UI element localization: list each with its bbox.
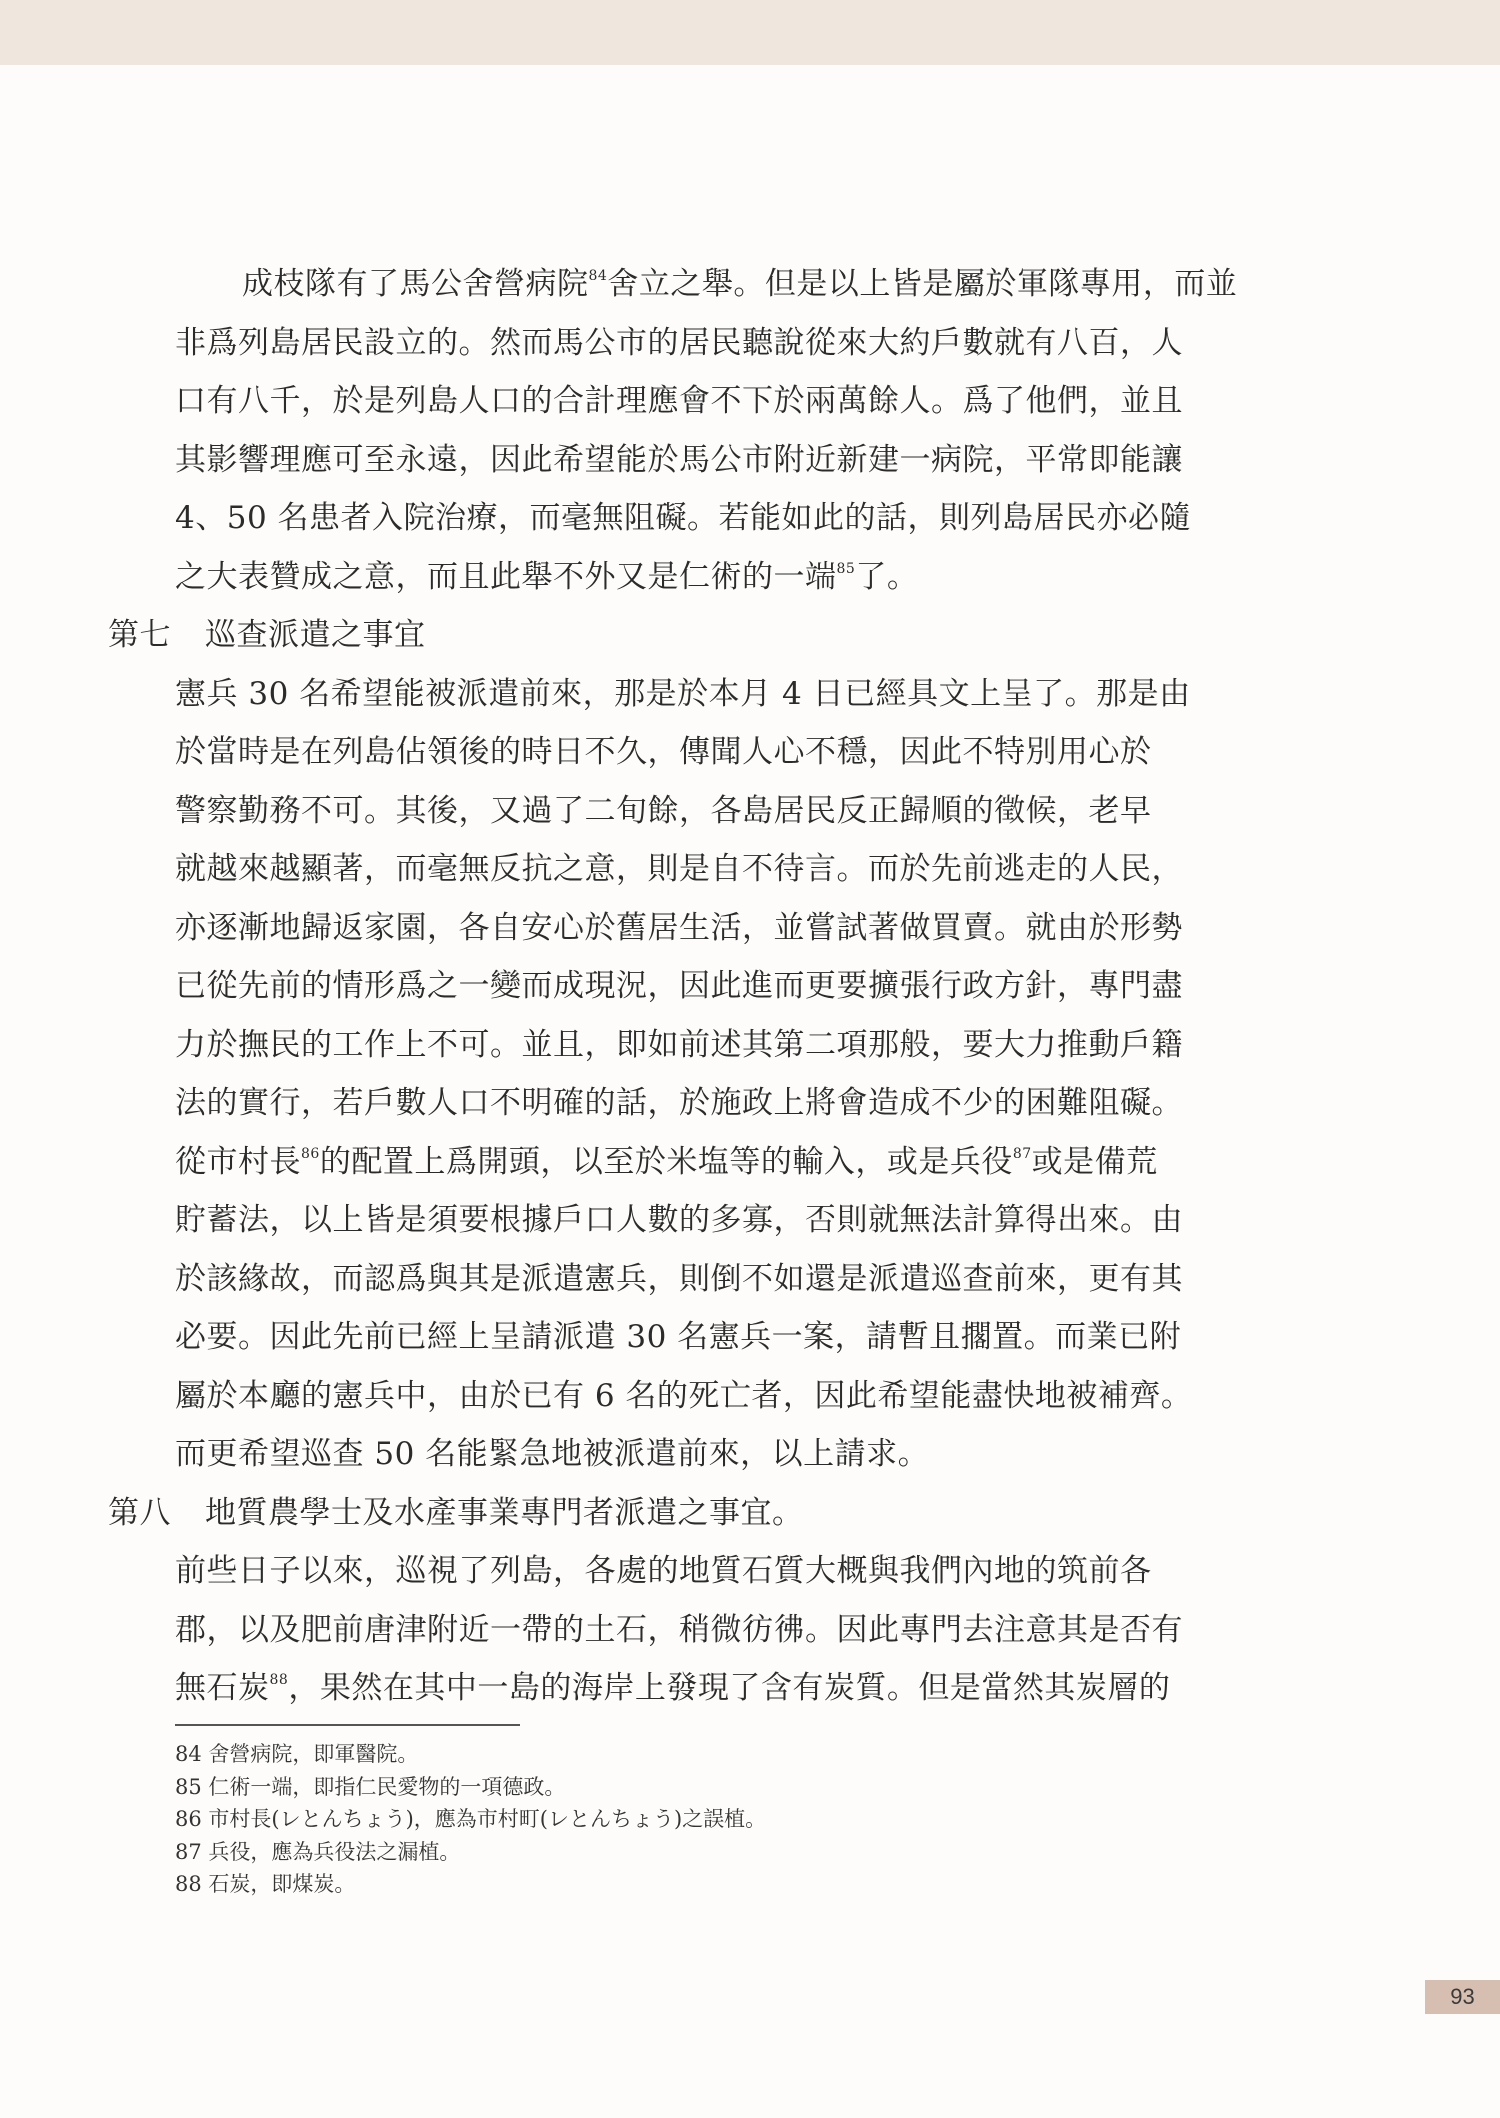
text-line: 無石炭$^{88}$，果然在其中一島的海岸上發現了含有炭質。但是當然其炭層的 <box>175 1670 1171 1706</box>
section-number: 第七 <box>108 617 171 653</box>
section-title: 巡查派遣之事宜 <box>205 617 426 653</box>
text-line: 之大表贊成之意，而且此舉不外又是仁術的一端$^{85}$了。 <box>175 558 919 595</box>
text-line: 貯蓄法，以上皆是須要根據戶口人數的多寡，否則就無法計算得出來。由 <box>175 1202 1183 1238</box>
footnote-87: 87 兵役，應為兵役法之漏植。 <box>175 1839 461 1864</box>
main-text <box>108 255 1295 1718</box>
footnote-ref-87[interactable]: 87 <box>1012 1145 1032 1162</box>
footnote-ref-88[interactable]: 88 <box>269 1672 289 1688</box>
text-line: 4、50 名患者入院治療，而毫無阻礙。若能如此的話，則列島居民亦必隨 <box>175 500 1192 536</box>
text-line: 口有八千，於是列島人口的合計理應會不下於兩萬餘人。爲了他們，並且 <box>175 383 1183 419</box>
text-line: 已從先前的情形爲之一變而成現況，因此進而更要擴張行政方針，專門盡 <box>175 968 1183 1004</box>
footnote-84: 84 舍營病院，即軍醫院。 <box>175 1742 419 1766</box>
page-number: 93 <box>1425 1980 1500 2014</box>
text-line: 屬於本廳的憲兵中，由於已有 6 名的死亡者，因此希望能盡快地被補齊。 <box>175 1377 1193 1414</box>
text-line: 警察勤務不可。其後，又過了二旬餘，各島居民反正歸順的徵候，老早 <box>175 792 1152 829</box>
text-line: 其影響理應可至永遠，因此希望能於馬公市附近新建一病院，平常即能讓 <box>175 441 1183 478</box>
text-line: 必要。因此先前已經上呈請派遣 30 名憲兵一案，請暫且擱置。而業已附 <box>175 1319 1182 1355</box>
footnote-divider <box>175 1724 520 1726</box>
text-line: 於該緣故，而認爲與其是派遣憲兵，則倒不如還是派遣巡查前來，更有其 <box>175 1260 1183 1297</box>
text-line: 從市村長$^{86}$的配置上爲開頭，以至於米塩等的輸入，或是兵役$^{87}$或是備荒 <box>175 1143 1158 1180</box>
text-line: 而更希望巡查 50 名能緊急地被派遣前來，以上請求。 <box>175 1436 930 1472</box>
text-line: 於當時是在列島佔領後的時日不久，傳聞人心不穩，因此不特別用心於 <box>175 734 1152 770</box>
text-line: 力於撫民的工作上不可。並且，即如前述其第二項那般，要大力推動戶籍 <box>175 1026 1183 1063</box>
footnote-88: 88 石炭，即煤炭。 <box>175 1872 356 1896</box>
text-line: 非爲列島居民設立的。然而馬公市的居民聽說從來大約戶數就有八百，人 <box>175 324 1183 361</box>
footnote-ref-85[interactable]: 85 <box>836 560 856 577</box>
text-line: 就越來越顯著，而毫無反抗之意，則是自不待言。而於先前逃走的人民， <box>175 851 1183 887</box>
text-line: 法的實行，若戶數人口不明確的話，於施政上將會造成不少的困難阻礙。 <box>175 1085 1183 1121</box>
footnote-ref-86[interactable]: 86 <box>301 1145 320 1162</box>
text-line: 憲兵 30 名希望能被派遣前來，那是於本月 4 日已經具文上呈了。那是由 <box>175 675 1191 712</box>
section-number: 第八 <box>108 1494 171 1531</box>
section-heading-7 <box>108 606 1295 665</box>
text-line: 前些日子以來，巡視了列島，各處的地質石質大概與我們內地的筑前各 <box>175 1553 1152 1589</box>
text-line: 郡，以及肥前唐津附近一帶的土石，稍微彷彿。因此專門去注意其是否有 <box>175 1611 1183 1648</box>
section-heading-8 <box>108 1484 1295 1543</box>
footnote-ref-84[interactable]: 84 <box>588 268 608 284</box>
footnote-85: 85 仁術一端，即指仁民愛物的一項德政。 <box>175 1774 566 1799</box>
footnotes <box>175 1738 1075 1901</box>
top-color-band <box>0 0 1500 65</box>
section-title: 地質農學士及水產事業專門者派遣之事宜。 <box>205 1494 804 1531</box>
text-line: 成枝隊有了馬公舍營病院$^{84}$舍立之舉。但是以上皆是屬於軍隊專用，而並 <box>242 266 1238 302</box>
text-line: 亦逐漸地歸返家園，各自安心於舊居生活，並嘗試著做買賣。就由於形勢 <box>175 909 1183 946</box>
footnote-86: 86 市村長(レとんちょう)，應為市村町(レとんちょう)之誤植。 <box>175 1807 767 1831</box>
